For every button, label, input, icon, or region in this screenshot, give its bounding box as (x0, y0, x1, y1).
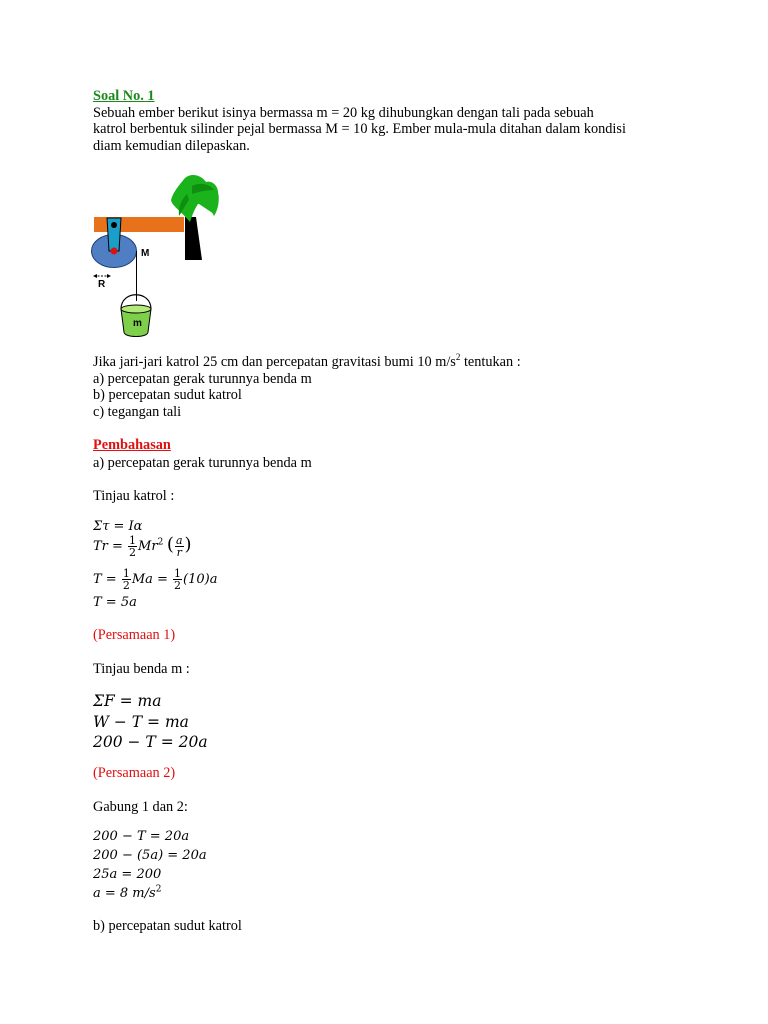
fraction-half: $\frac{1}{2}$ (122, 567, 130, 592)
solution-title: Pembahasan (93, 437, 171, 453)
pulley-diagram (88, 170, 228, 345)
question-item: a) percepatan gerak turunnya benda m (93, 370, 312, 387)
pulley-mass-label: M (141, 248, 150, 259)
bucket (121, 295, 151, 337)
fraction-half: $\frac{1}{2}$ (129, 534, 137, 559)
palm-leaves (171, 175, 219, 222)
equation-weight: W − T = ma (93, 712, 189, 731)
bucket-rim (121, 305, 151, 313)
question-item: b) percepatan sudut katrol (93, 387, 242, 403)
question-item: c) tegangan tali (93, 403, 182, 420)
equation-tension-mass: T = $\frac{1}{2}$ Ma = $\frac{1}{2}$ (10)a (93, 567, 218, 592)
question-intro: Jika jari-jari katrol 25 cm dan percepatan gravitasi bumi 10 $m/s^2$ tentukan : (93, 352, 521, 370)
equation-numeric: 200 − T = 20a (93, 733, 208, 751)
palm-trunk (185, 217, 202, 260)
equation-combine-3: 25a = 200 (93, 867, 162, 882)
pulley-axle (111, 248, 118, 255)
persamaan-2-label: (Persamaan 2) (93, 765, 176, 781)
problem-text-line: katrol berbentuk silinder pejal bermassa M = 10 kg. Ember mula-mula ditahan dalam kondisi (93, 121, 626, 137)
bucket-mass-label: m (133, 318, 142, 329)
problem-text-line: Sebuah ember berikut isinya bermassa m = 20 kg dihubungkan dengan tali pada sebuah (93, 104, 594, 121)
equation-torque-expanded: Tr = $\frac{1}{2}$ Mr$^2$ ( $\frac{a}{r}$ ) (93, 534, 192, 559)
equation-combine-2: 200 − (5a) = 20a (93, 848, 207, 863)
equation-torque: Στ = Iα (93, 519, 143, 534)
solution-part-a: a) percepatan gerak turunnya benda m (93, 454, 312, 471)
equation-combine-1: 200 − T = 20a (93, 829, 190, 844)
tinjau-katrol-label: Tinjau katrol : (93, 488, 175, 504)
equation-tension-result: T = 5a (93, 595, 137, 610)
solution-part-b: b) percepatan sudut katrol (93, 918, 242, 934)
bracket-pin (111, 222, 117, 228)
fraction-a-over-r: $\frac{a}{r}$ (175, 534, 183, 559)
problem-text-line: diam kemudian dilepaskan. (93, 137, 250, 154)
radius-label: R (98, 279, 106, 290)
equation-acceleration-result: a = 8 $m/s^2$ (93, 884, 162, 901)
tinjau-benda-label: Tinjau benda m : (93, 661, 190, 677)
fraction-half: $\frac{1}{2}$ (174, 567, 182, 592)
problem-title: Soal No. 1 (93, 88, 155, 104)
radius-arrowhead-right (107, 274, 111, 278)
persamaan-1-label: (Persamaan 1) (93, 627, 176, 643)
radius-arrowhead-left (93, 274, 97, 278)
equation-force: ΣF = ma (93, 692, 162, 710)
gabung-label: Gabung 1 dan 2: (93, 799, 188, 815)
